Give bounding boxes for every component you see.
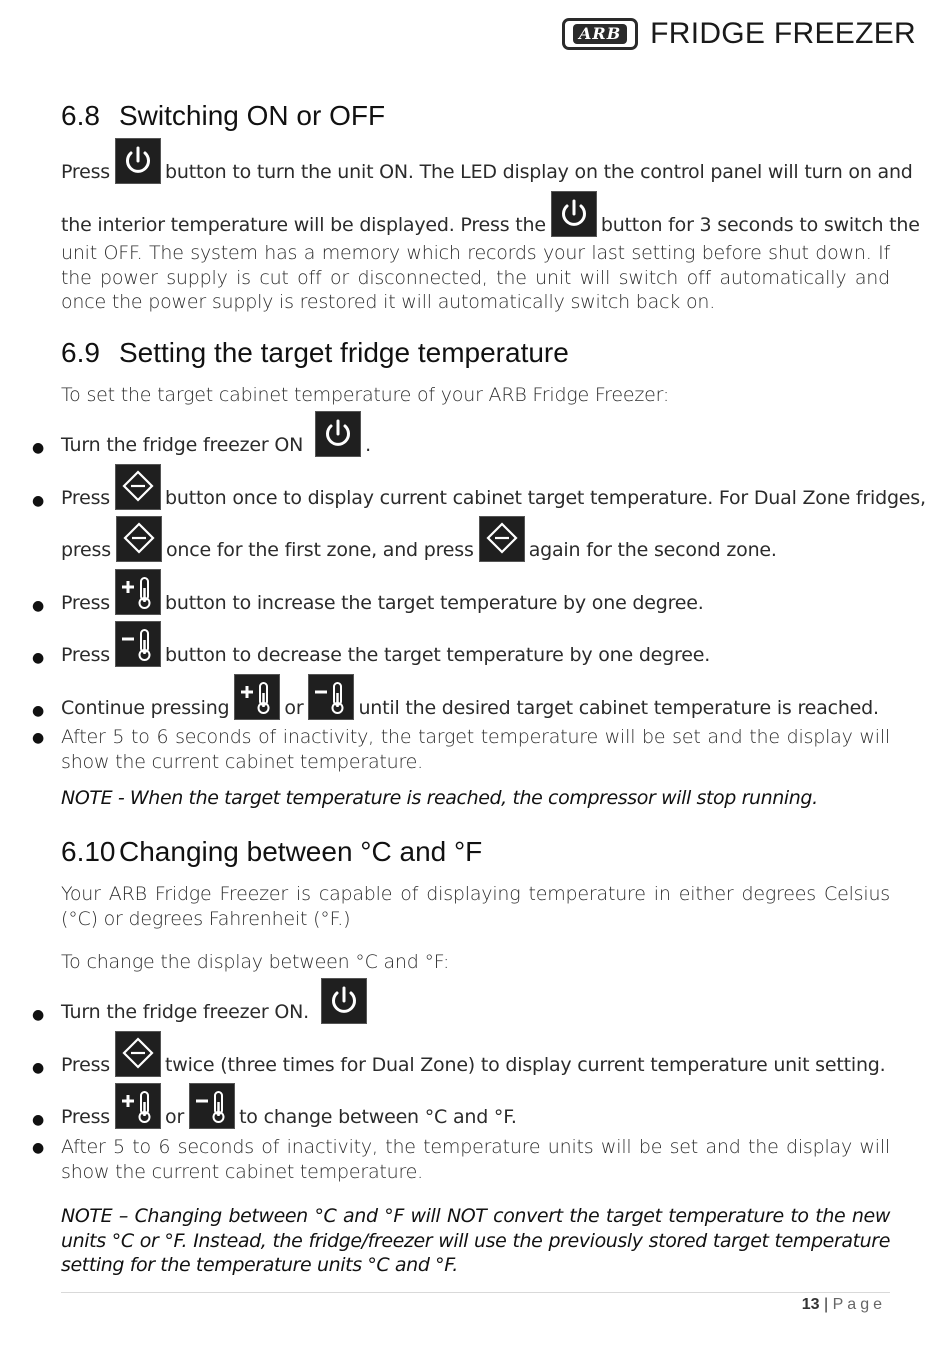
bullet: ●	[32, 440, 45, 456]
temp-up-button-icon	[115, 1083, 161, 1129]
select-zone-button-icon	[116, 516, 162, 562]
section-6-8-heading	[61, 100, 385, 132]
s69-note: NOTE - When the target temperature is reached, the compressor will stop running.	[61, 787, 818, 809]
s68-paragraph: unit OFF. The system has a memory which records your last setting before shut down. If the power supply is cut off or disconnected, the unit will switch off automatically and once the power supply is restored it will automatically switch back on.	[61, 242, 890, 313]
s69-bullet-4	[61, 621, 890, 667]
text: button once to display current cabinet target temperature. For Dual Zone fridges,	[165, 487, 926, 509]
text: Press	[61, 644, 111, 666]
text: to change between °C and °F.	[239, 1106, 517, 1128]
text: Press	[61, 592, 111, 614]
text: button to decrease the target temperature by one degree.	[165, 644, 711, 666]
text: Turn the fridge freezer ON	[61, 434, 304, 456]
page-header	[562, 14, 916, 54]
text: the interior temperature will be displayed. Press the	[61, 214, 546, 236]
text: again for the second zone.	[528, 539, 777, 561]
page-footer	[802, 1296, 886, 1314]
bullet: ●	[32, 1140, 45, 1156]
bullet: ●	[32, 1112, 45, 1128]
text: until the desired target cabinet temperature is reached.	[358, 697, 879, 719]
power-button-icon	[321, 978, 367, 1024]
text: Press	[61, 161, 111, 183]
bullet: ●	[32, 493, 45, 509]
page-label: Page	[832, 1296, 886, 1313]
footer-divider	[61, 1292, 890, 1293]
text: press	[61, 539, 111, 561]
page-number: 13	[801, 1296, 820, 1313]
text: button to turn the unit ON. The LED display on the control panel will turn on and	[165, 161, 913, 183]
power-button-icon	[115, 138, 161, 184]
select-zone-button-icon	[115, 1031, 161, 1077]
arb-logo	[562, 18, 638, 50]
section-title: Switching ON or OFF	[119, 100, 386, 131]
section-number: 6.9	[61, 337, 100, 368]
s610-bullet-1	[61, 978, 890, 1024]
text: Turn the fridge freezer ON.	[61, 1001, 309, 1023]
arb-logo-text: ARB	[573, 24, 627, 44]
s69-bullet-6: After 5 to 6 seconds of inactivity, the target temperature will be set and the display will show the current cabinet temperature.	[61, 726, 890, 773]
temp-down-button-icon	[308, 674, 354, 720]
bullet: ●	[32, 1007, 45, 1023]
bullet: ●	[32, 703, 45, 719]
select-zone-button-icon	[115, 464, 161, 510]
s610-note: NOTE – Changing between °C and °F will NOT convert the target temperature to the new units °C or °F. Instead, the fridge/freezer will use the previously stored target temperature setting for the temperature units °C and °F.	[61, 1205, 890, 1276]
s610-bullet-3	[61, 1083, 890, 1129]
s69-intro: To set the target cabinet temperature of your ARB Fridge Freezer:	[61, 384, 670, 406]
s69-bullet-5	[61, 674, 890, 720]
section-title: Changing between °C and °F	[119, 836, 483, 867]
s69-bullet-3	[61, 569, 890, 615]
text: Press	[61, 487, 111, 509]
s610-bullet-2	[61, 1031, 890, 1077]
section-6-9-heading	[61, 337, 569, 369]
text: .	[365, 434, 371, 456]
text: or	[284, 697, 304, 719]
s68-line-2	[61, 191, 920, 237]
bullet: ●	[32, 598, 45, 614]
bullet: ●	[32, 1060, 45, 1076]
s610-bullet-4: After 5 to 6 seconds of inactivity, the temperature units will be set and the display will show the current cabinet temperature.	[61, 1136, 890, 1183]
text: once for the first zone, and press	[165, 539, 474, 561]
text: or	[165, 1106, 185, 1128]
s610-intro: Your ARB Fridge Freezer is capable of displaying temperature in either degrees Celsius (°C) or degrees Fahrenheit (°F.)	[61, 883, 890, 930]
text: button to increase the target temperature by one degree.	[165, 592, 704, 614]
section-number: 6.8	[61, 100, 100, 131]
temp-down-button-icon	[189, 1083, 235, 1129]
header-title: FRIDGE FREEZER	[650, 17, 916, 50]
s610-intro-2: To change the display between °C and °F:	[61, 951, 450, 973]
s69-bullet-1	[61, 411, 890, 457]
power-button-icon	[551, 191, 597, 237]
text: button for 3 seconds to switch the	[600, 214, 920, 236]
section-title: Setting the target fridge temperature	[119, 337, 569, 368]
text: Press	[61, 1106, 111, 1128]
power-button-icon	[315, 411, 361, 457]
text: Continue pressing	[61, 697, 230, 719]
footer-separator: |	[824, 1296, 829, 1313]
bullet: ●	[32, 650, 45, 666]
s69-bullet-2-cont	[61, 516, 890, 562]
bullet: ●	[32, 730, 45, 746]
temp-down-button-icon	[115, 621, 161, 667]
s69-bullet-2	[61, 464, 926, 510]
section-6-10-heading	[61, 836, 482, 868]
text: twice (three times for Dual Zone) to display current temperature unit setting.	[165, 1054, 886, 1076]
text: Press	[61, 1054, 111, 1076]
select-zone-button-icon	[479, 516, 525, 562]
section-number: 6.10	[61, 836, 116, 867]
s68-line-1	[61, 138, 913, 184]
temp-up-button-icon	[115, 569, 161, 615]
temp-up-button-icon	[234, 674, 280, 720]
